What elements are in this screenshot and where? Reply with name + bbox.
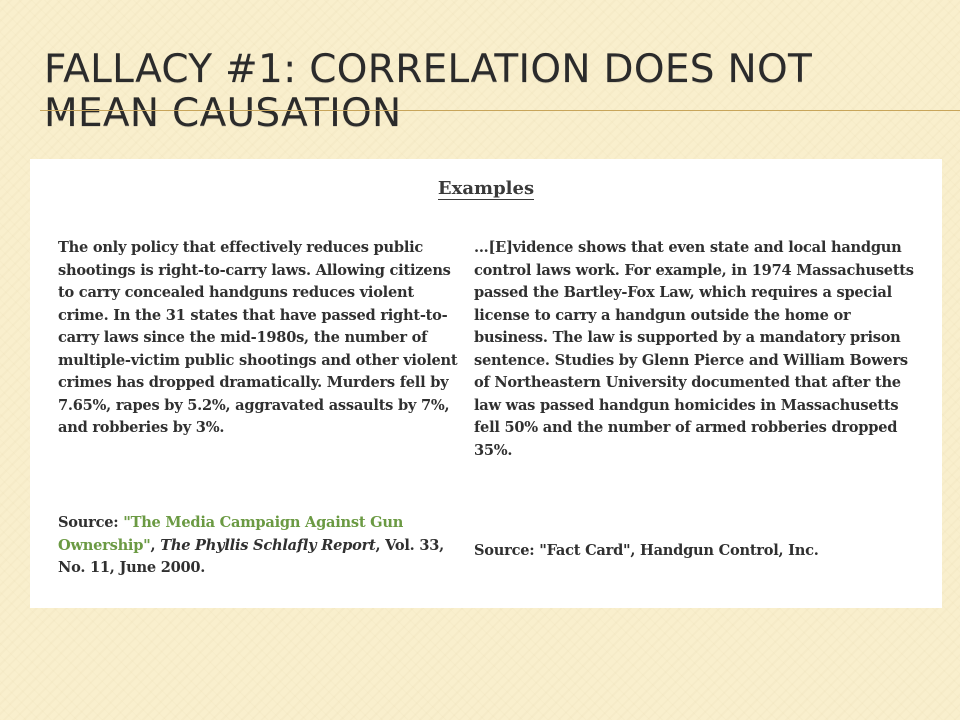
left-source-details: , Vol. 33, No. 11, June 2000.: [58, 536, 444, 576]
right-source-text: "Fact Card", Handgun Control, Inc.: [539, 542, 819, 559]
examples-heading-text: Examples: [437, 178, 535, 199]
right-source-label: Source:: [474, 542, 535, 559]
title-divider: [40, 110, 960, 111]
left-source-link[interactable]: "The Media Campaign Against Gun Ownership": [58, 514, 404, 554]
left-example-column: [58, 237, 468, 440]
right-example-column: [474, 237, 919, 462]
right-example-quote: ...[E]vidence shows that even state and local handgun control laws work. For example, in 1974 Massachusetts passed the Bartley-Fox Law, which requires a special license to carry a handgun outside the home or business. The law is supported by a mandatory prison sentence. Studies by Glenn Pierce and William Bowers of Northeastern University documented that after the law was passed handgun homicides in Massachusetts fell 50% and the number of armed robberies dropped 35%.: [474, 239, 914, 459]
examples-panel: [30, 159, 942, 608]
left-source-separator: ,: [150, 536, 161, 554]
left-source-publication: The Phyllis Schlafly Report: [160, 536, 376, 554]
left-example-source: [58, 512, 468, 580]
left-source-label: Source:: [58, 514, 119, 531]
right-example-source: [474, 540, 919, 563]
slide-title: FALLACY #1: CORRELATION DOES NOT MEAN CAUSATION: [44, 47, 813, 136]
examples-heading: [30, 178, 942, 200]
left-example-quote: The only policy that effectively reduces public shootings is right-to-carry laws. Allowing citizens to carry concealed handguns reduces violent crime. In the 31 states that have passed right-to-carry laws since the mid-1980s, the number of multiple-victim public shootings and other violent crimes has dropped dramatically. Murders fell by 7.65%, rapes by 5.2%, aggravated assaults by 7%, and robberies by 3%.: [58, 239, 458, 436]
